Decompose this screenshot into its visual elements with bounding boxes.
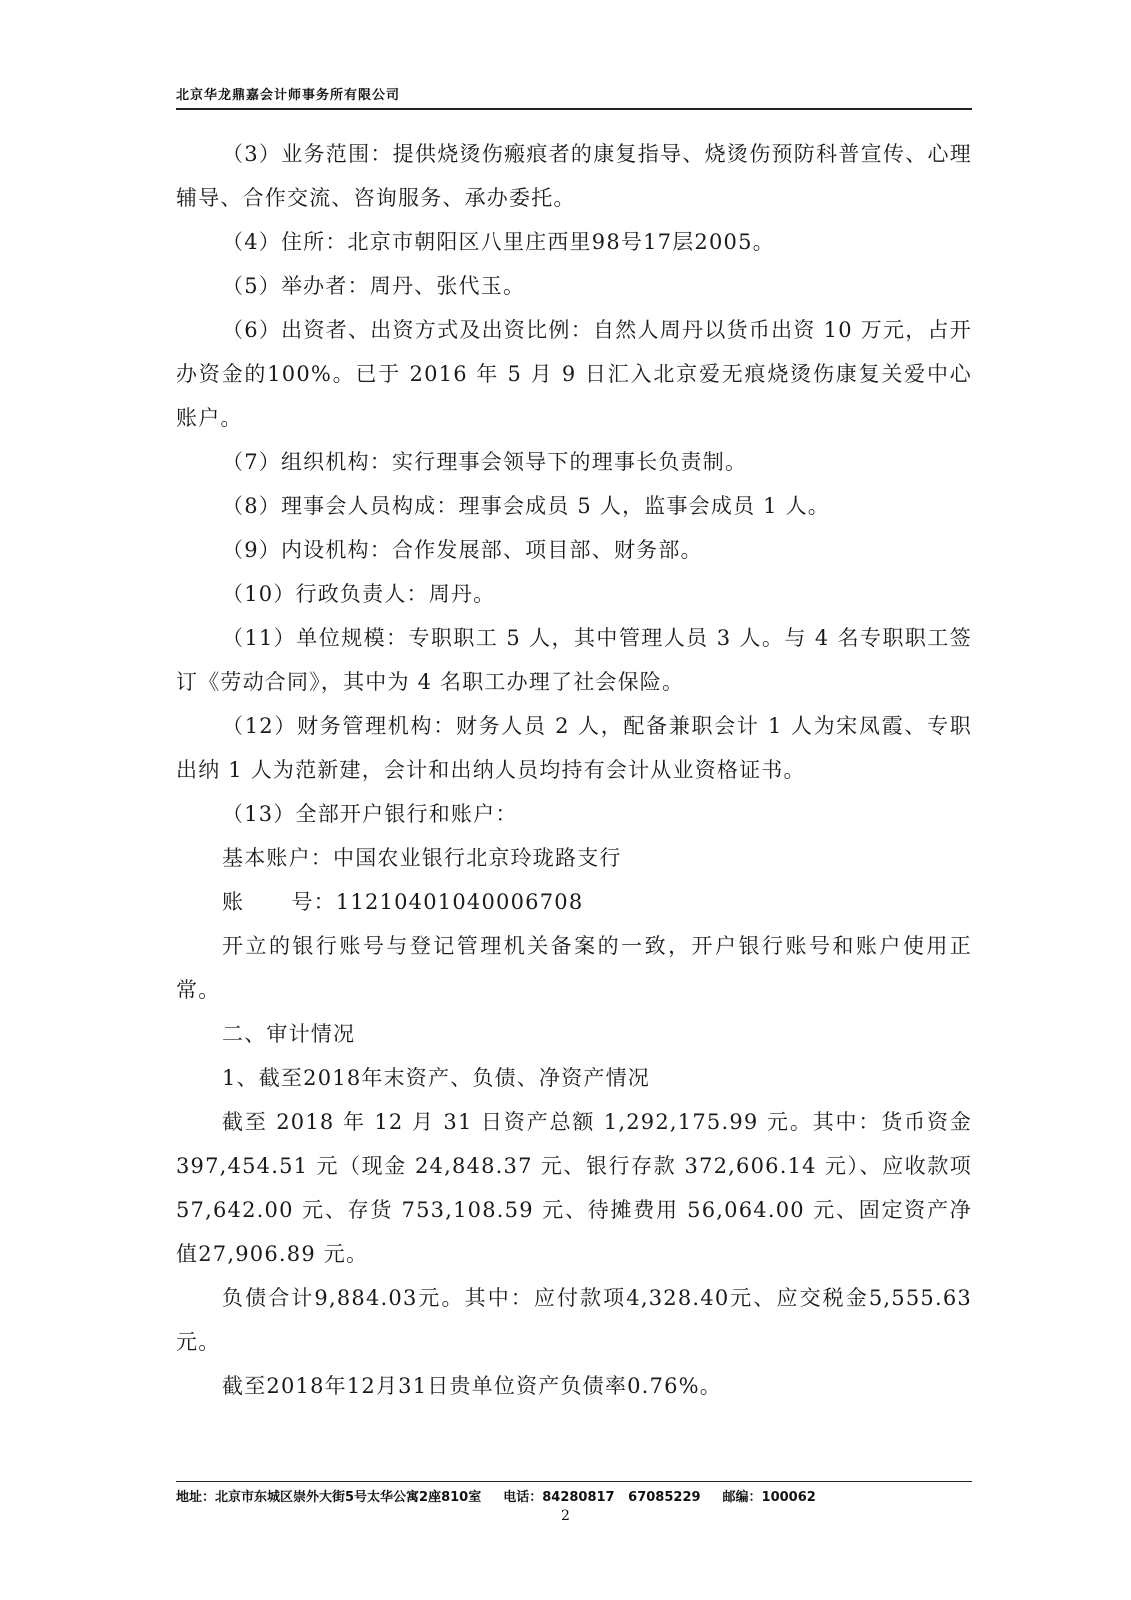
- header-company-name: 北京华龙鼎嘉会计师事务所有限公司: [176, 88, 401, 103]
- header-divider: [176, 108, 972, 110]
- paragraph-departments: （9）内设机构：合作发展部、项目部、财务部。: [222, 538, 703, 562]
- paragraph-total-assets: 截至 2018 年 12 月 31 日资产总额 1,292,175.99 元。其中：货币资金397,454.51 元（现金 24,848.37 元、银行存款 372,606.14 元）、应收款项57,642.00 元、存货 753,108.59 元、待摊费用 56,064.00 元、固定资产净值27,906.89 元。: [176, 1110, 972, 1266]
- footer-address: 地址：北京市东城区崇外大街5号太华公寓2座810室: [176, 1490, 482, 1505]
- paragraph-business-scope: （3）业务范围：提供烧烫伤瘢痕者的康复指导、烧烫伤预防科普宣传、心理辅导、合作交流、咨询服务、承办委托。: [176, 142, 972, 210]
- footer-phone: 电话：84280817 67085229: [503, 1490, 701, 1505]
- footer-contact: [176, 1486, 838, 1505]
- paragraph-head: （10）行政负责人：周丹。: [222, 582, 496, 606]
- paragraph-bank-accounts: （13）全部开户银行和账户：: [222, 802, 518, 826]
- paragraph-debt-ratio: 截至2018年12月31日贵单位资产负债率0.76%。: [222, 1374, 722, 1398]
- paragraph-organization: （7）组织机构：实行理事会领导下的理事长负责制。: [222, 450, 748, 474]
- paragraph-account-consistency: 开立的银行账号与登记管理机关备案的一致，开户银行账号和账户使用正常。: [176, 934, 972, 1002]
- paragraph-basic-account: 基本账户：中国农业银行北京玲珑路支行: [222, 846, 622, 870]
- page-number: 2: [561, 1508, 570, 1524]
- paragraph-board: （8）理事会人员构成：理事会成员 5 人，监事会成员 1 人。: [222, 494, 830, 518]
- paragraph-liabilities: 负债合计9,884.03元。其中：应付款项4,328.40元、应交税金5,555.63元。: [176, 1286, 972, 1354]
- paragraph-staff: （11）单位规模：专职职工 5 人，其中管理人员 3 人。与 4 名专职职工签订《劳动合同》，其中为 4 名职工办理了社会保险。: [176, 626, 972, 694]
- paragraph-finance-staff: （12）财务管理机构：财务人员 2 人，配备兼职会计 1 人为宋凤霞、专职出纳 1 人为范新建，会计和出纳人员均持有会计从业资格证书。: [176, 714, 972, 782]
- section-heading-audit: 二、审计情况: [222, 1022, 356, 1046]
- subsection-heading-assets: 1、截至2018年末资产、负债、净资产情况: [222, 1066, 651, 1090]
- footer-divider: [176, 1481, 972, 1482]
- document-body: [176, 132, 972, 1408]
- paragraph-capital: （6）出资者、出资方式及出资比例：自然人周丹以货币出资 10 万元，占开办资金的100%。已于 2016 年 5 月 9 日汇入北京爱无痕烧烫伤康复关爱中心账户。: [176, 318, 972, 430]
- footer-postcode: 邮编：100062: [722, 1490, 816, 1505]
- paragraph-address: （4）住所：北京市朝阳区八里庄西里98号17层2005。: [222, 230, 775, 254]
- paragraph-account-number: 账 号：11210401040006708: [222, 890, 584, 914]
- paragraph-sponsor: （5）举办者：周丹、张代玉。: [222, 274, 526, 298]
